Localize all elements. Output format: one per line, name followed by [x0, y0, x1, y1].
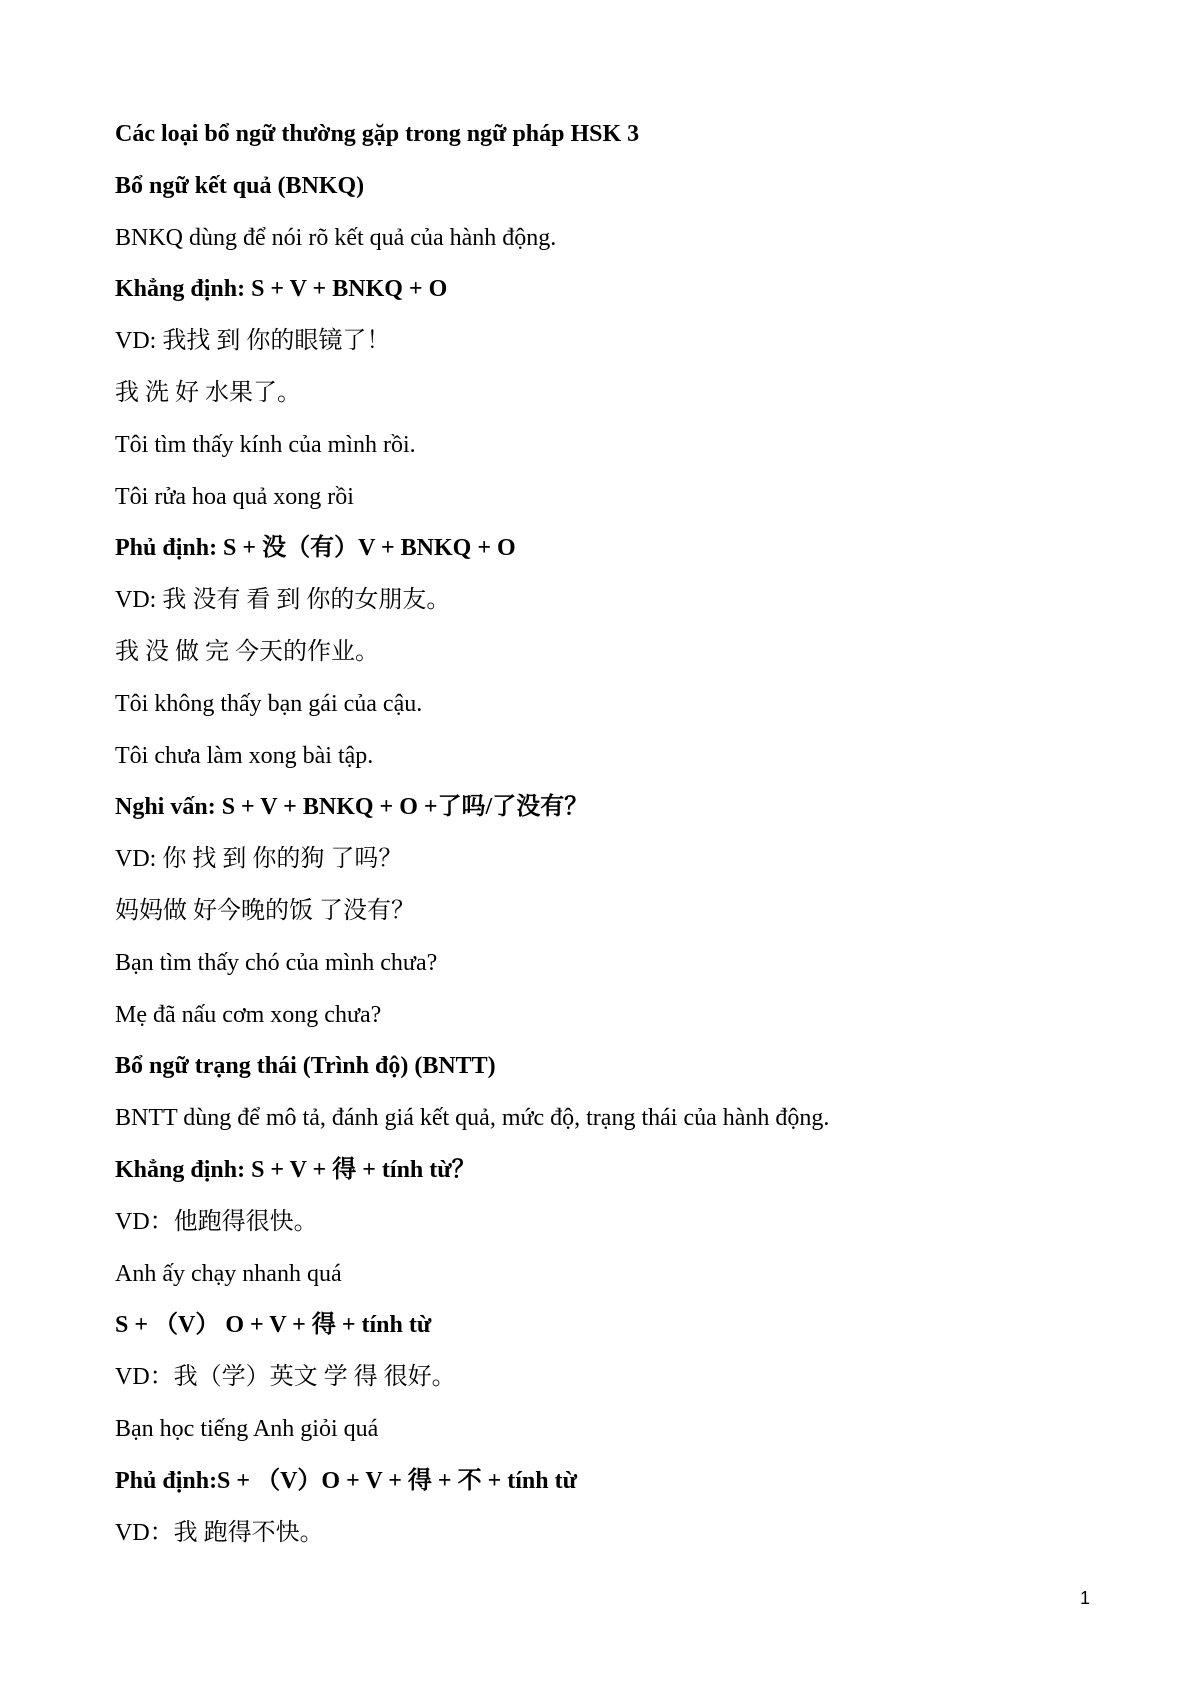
heading-line: Phủ định:S + （V）O + V + 得 + 不 + tính từ — [115, 1467, 577, 1494]
text-line: BNTT dùng để mô tả, đánh giá kết quả, mức độ, trạng thái của hành động. — [115, 1105, 830, 1132]
text-line: VD: 我 没有 看 到 你的女朋友。 — [115, 587, 451, 614]
text-line: Bạn học tiếng Anh giỏi quá — [115, 1415, 379, 1442]
text-line: Tôi rửa hoa quả xong rồi — [115, 483, 354, 510]
text-line: Tôi tìm thấy kính của mình rồi. — [115, 431, 416, 458]
heading-line: Phủ định: S + 没（有）V + BNKQ + O — [115, 535, 516, 562]
text-line: BNKQ dùng để nói rõ kết quả của hành động. — [115, 224, 557, 251]
text-line: VD：我（学）英文 学 得 很好。 — [115, 1364, 456, 1391]
text-line: Anh ấy chạy nhanh quá — [115, 1260, 342, 1287]
text-line: 妈妈做 好今晚的饭 了没有？ — [115, 897, 415, 924]
text-line: VD：他跑得很快。 — [115, 1208, 318, 1235]
document-body — [115, 112, 1115, 1562]
text-line: Tôi chưa làm xong bài tập. — [115, 742, 374, 769]
text-line: 我 没 做 完 今天的作业。 — [115, 638, 379, 665]
heading-line: Bổ ngữ kết quả (BNKQ) — [115, 172, 365, 199]
page-number: 1 — [1079, 1588, 1090, 1608]
heading-line: Các loại bổ ngữ thường gặp trong ngữ pháp HSK 3 — [115, 121, 640, 147]
text-line: Bạn tìm thấy chó của mình chưa? — [115, 949, 438, 976]
heading-line: Nghi vấn: S + V + BNKQ + O +了吗/了没有？ — [115, 794, 589, 821]
text-line: VD: 我找 到 你的眼镜了！ — [115, 328, 391, 355]
text-line: VD: 你 找 到 你的狗 了吗？ — [115, 846, 403, 873]
text-line: Mẹ đã nấu cơm xong chưa? — [115, 1001, 382, 1028]
heading-line: Khẳng định: S + V + 得 + tính từ？ — [115, 1156, 476, 1183]
text-line: VD：我 跑得不快。 — [115, 1519, 324, 1546]
heading-line: S + （V） O + V + 得 + tính từ — [115, 1312, 432, 1339]
text-line: Tôi không thấy bạn gái của cậu. — [115, 690, 423, 717]
heading-line: Bổ ngữ trạng thái (Trình độ) (BNTT) — [115, 1053, 496, 1080]
text-line: 我 洗 好 水果了。 — [115, 379, 301, 406]
heading-line: Khẳng định: S + V + BNKQ + O — [115, 276, 448, 303]
